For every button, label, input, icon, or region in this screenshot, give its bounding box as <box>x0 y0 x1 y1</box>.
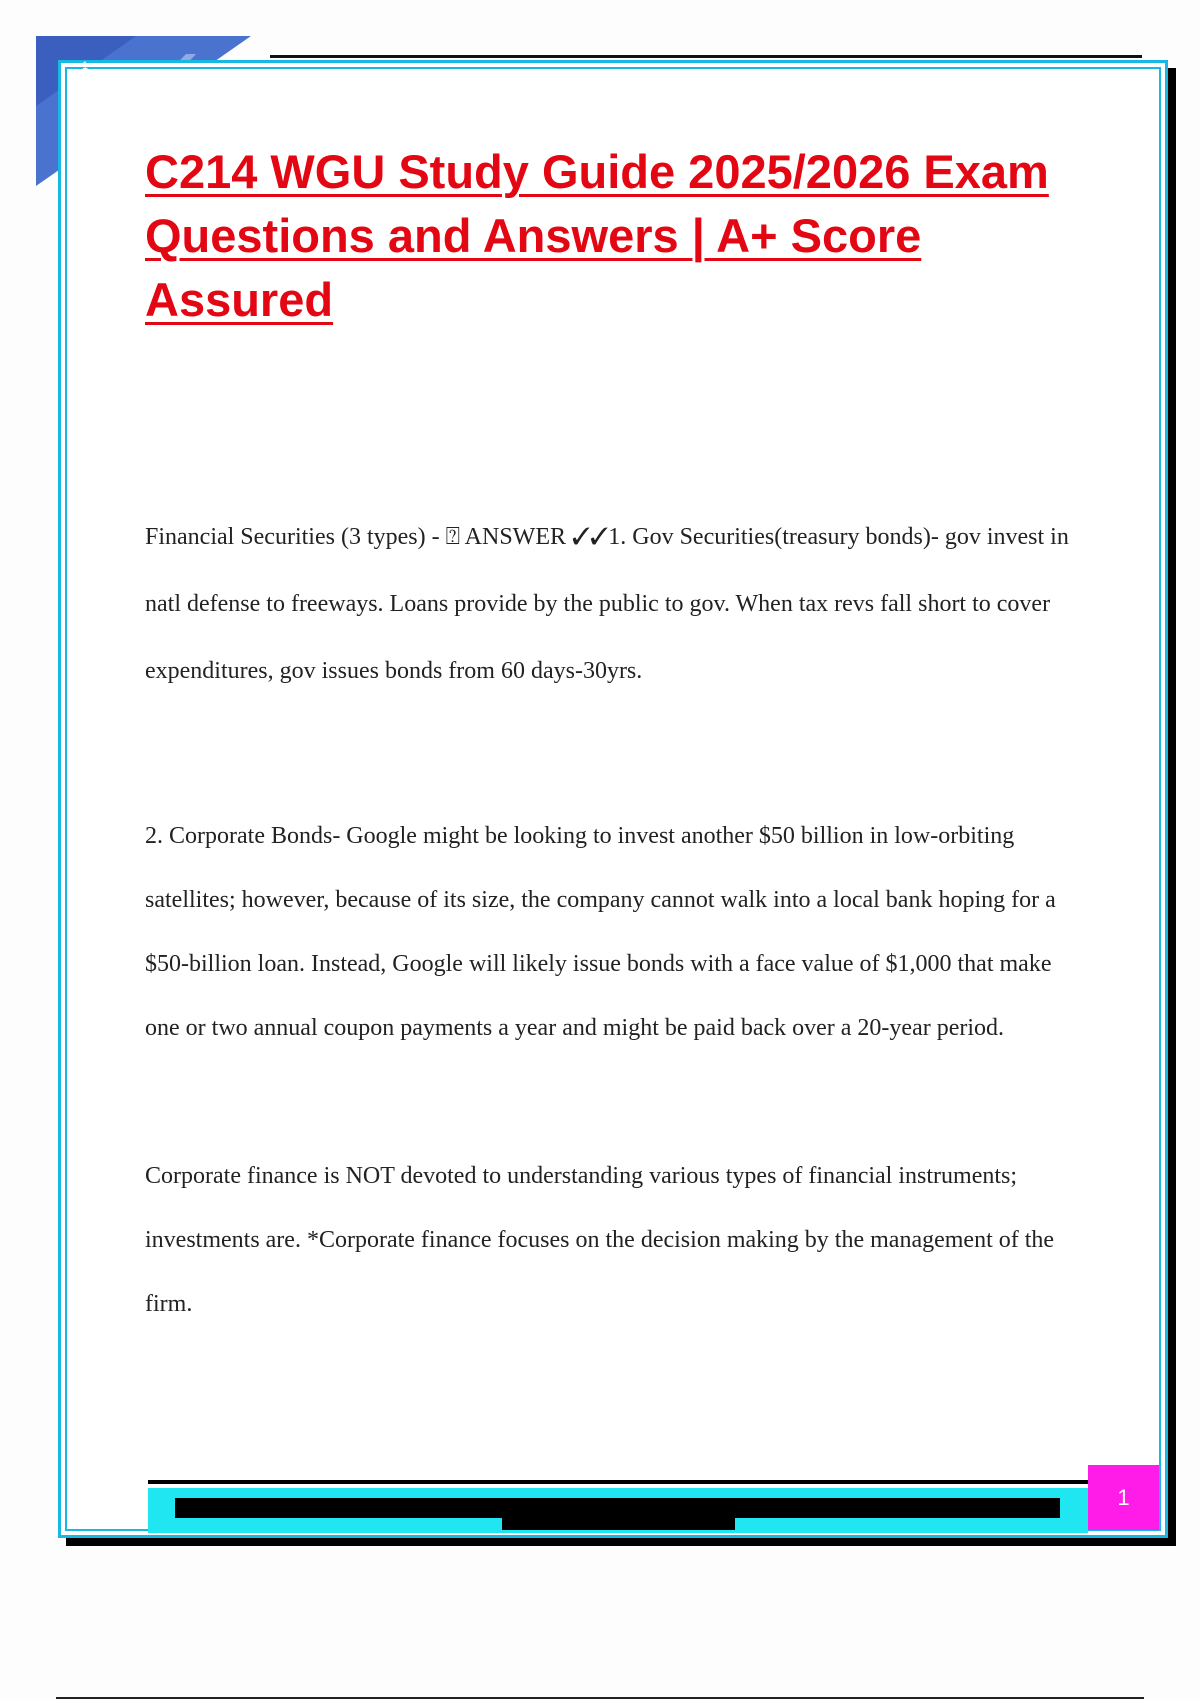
paragraph-financial-securities: Financial Securities (3 types) - ⍰ ANSWER ✓✓1. Gov Securities(treasury bonds)- gov invest in natl defense to freeways. Loans provide by the public to gov. When tax revs fall short to cover expenditures, gov issues bonds from 60 days-30yrs. <box>145 524 1069 684</box>
document-title: C214 WGU Study Guide 2025/2026 Exam Questions and Answers | A+ Score Assured <box>145 145 1049 326</box>
top-rule <box>270 55 1142 58</box>
bottom-rule <box>56 1697 1144 1699</box>
paragraph-corporate-finance: Corporate finance is NOT devoted to understanding various types of financial instruments; investments are. *Corporate finance focuses on the decision making by the management of the firm. <box>145 1163 1055 1317</box>
footer-rule <box>148 1480 1088 1484</box>
paragraph-corporate-bonds: 2. Corporate Bonds- Google might be looking to invest another $50 billion in low-orbiting satellites; however, because of its size, the company cannot walk into a local bank hoping for a $50-billion loan. Instead, Google will likely issue bonds with a face value of $1,000 that make one or two annual coupon payments a year and might be paid back over a 20-year period. <box>145 823 1056 1041</box>
corner-page-number: 1 <box>82 60 89 72</box>
footer-bar <box>175 1498 1060 1518</box>
footer-small-bar <box>502 1518 735 1530</box>
page-number-badge: 1 <box>1088 1465 1159 1530</box>
